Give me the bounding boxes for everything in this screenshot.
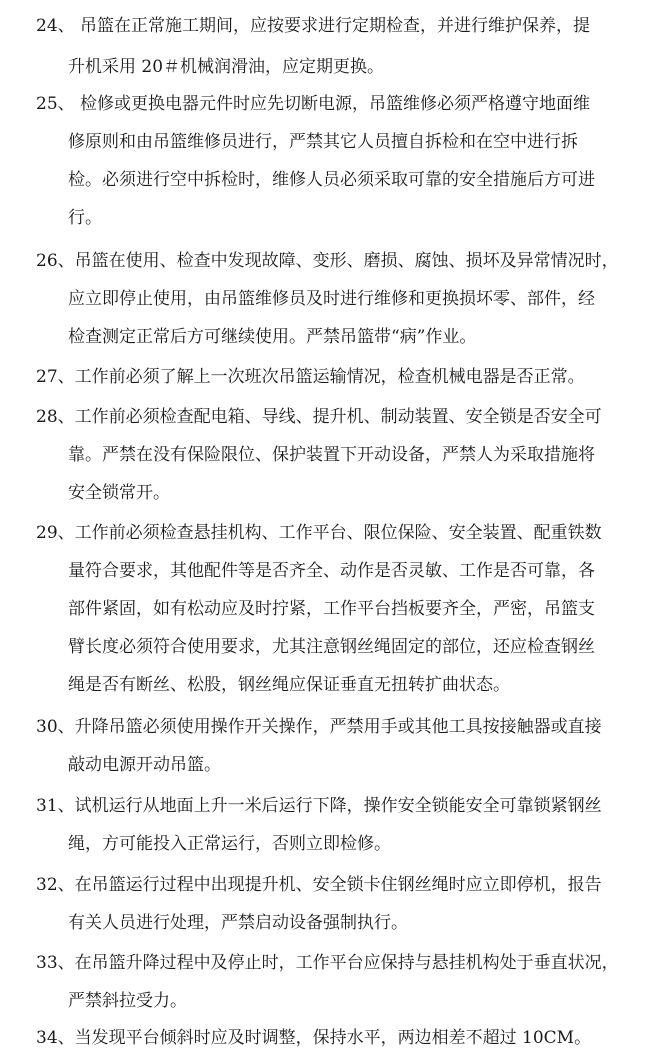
item-line: 31、试机运行从地面上升一米后运行下降，操作安全锁能安全可靠锁紧钢丝 <box>36 796 602 816</box>
item-line: 安全锁常开。 <box>68 483 170 503</box>
item-line: 检查测定正常后方可继续使用。严禁吊篮带“病”作业。 <box>68 327 477 347</box>
item-line: 30、升降吊篮必须使用操作开关操作，严禁用手或其他工具按接触器或直接 <box>36 717 602 737</box>
item-line: 应立即停止使用，由吊篮维修员及时进行维修和更换损坏零、部件，经 <box>68 289 595 309</box>
item-line: 34、当发现平台倾斜时应及时调整，保持水平，两边相差不超过 10CM。 <box>36 1028 592 1048</box>
item-line: 27、工作前必须了解上一次班次吊篮运输情况，检查机械电器是否正常。 <box>36 367 585 387</box>
item-line: 28、工作前必须检查配电箱、导线、提升机、制动装置、安全锁是否安全可 <box>36 407 602 427</box>
item-line: 有关人员进行处理，严禁启动设备强制执行。 <box>68 913 408 933</box>
item-line: 敲动电源开动吊篮。 <box>68 755 221 775</box>
item-line: 靠。严禁在没有保险限位、保护装置下开动设备，严禁人为采取措施将 <box>68 445 595 465</box>
item-line: 检。必须进行空中拆检时，维修人员必须采取可靠的安全措施后方可进 <box>68 170 595 190</box>
item-line: 绳是否有断丝、松股，钢丝绳应保证垂直无扭转扩曲状态。 <box>68 675 510 695</box>
item-line: 24、 吊篮在正常施工期间，应按要求进行定期检查，并进行维护保养，提 <box>36 16 591 36</box>
item-line: 32、在吊篮运行过程中出现提升机、安全锁卡住钢丝绳时应立即停机，报告 <box>36 875 602 895</box>
item-line: 绳，方可能投入正常运行，否则立即检修。 <box>68 834 391 854</box>
item-line: 严禁斜拉受力。 <box>68 991 187 1011</box>
item-line: 量符合要求，其他配件等是否齐全、动作是否灵敏、工作是否可靠，各 <box>68 561 595 581</box>
item-line: 修原则和由吊篮维修员进行，严禁其它人员擅自拆检和在空中进行拆 <box>68 132 578 152</box>
item-line: 行。 <box>68 208 102 228</box>
item-line: 29、工作前必须检查悬挂机构、工作平台、限位保险、安全装置、配重铁数 <box>36 523 602 543</box>
item-line: 33、在吊篮升降过程中及停止时，工作平台应保持与悬挂机构处于垂直状况， <box>36 953 619 973</box>
item-line: 升机采用 20＃机械润滑油，应定期更换。 <box>68 57 385 77</box>
item-line: 部件紧固，如有松动应及时拧紧，工作平台挡板要齐全，严密，吊篮支 <box>68 599 595 619</box>
item-line: 25、 检修或更换电器元件时应先切断电源，吊篮维修必须严格遵守地面维 <box>36 94 591 114</box>
item-line: 26、吊篮在使用、检查中发现故障、变形、磨损、腐蚀、损坏及异常情况时， <box>36 251 619 271</box>
item-line: 臂长度必须符合使用要求，尤其注意钢丝绳固定的部位，还应检查钢丝 <box>68 637 595 657</box>
